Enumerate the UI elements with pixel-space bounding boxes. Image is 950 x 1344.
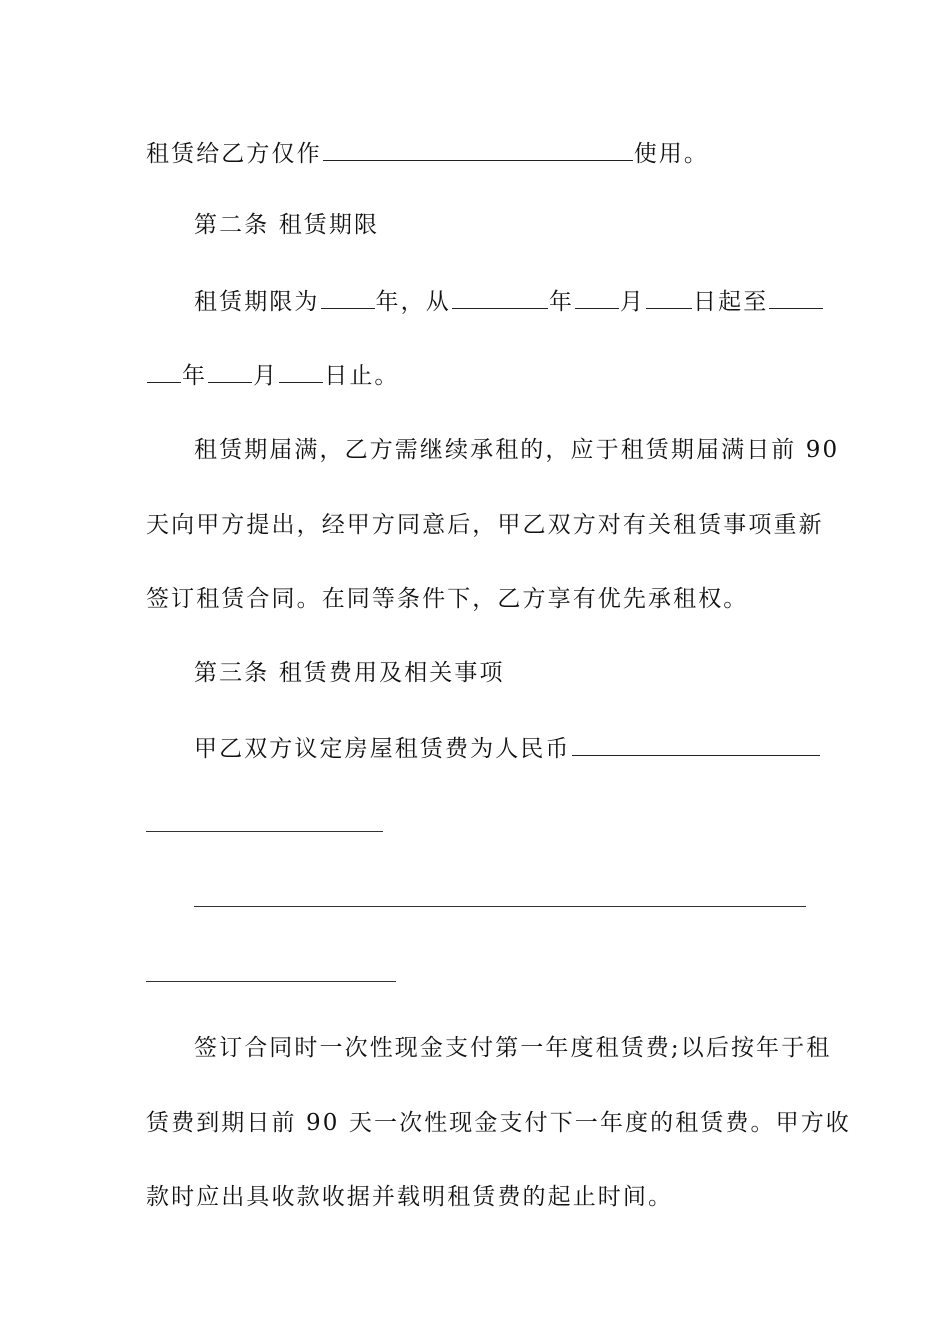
- rent-amount-line: [194, 733, 806, 764]
- extra-blank-line-2[interactable]: [146, 981, 396, 982]
- start-day-label: 日起至: [693, 289, 769, 315]
- paragraph-usage-line: [146, 138, 806, 169]
- renewal-paragraph-line-3: 签订租赁合同。在同等条件下，乙方享有优先承租权。: [146, 586, 749, 612]
- lease-term-label: 租赁期限为: [194, 289, 320, 315]
- end-day-label: 日止。: [324, 363, 400, 389]
- usage-blank-field[interactable]: [323, 138, 633, 161]
- end-year-blank-part2[interactable]: [147, 360, 181, 383]
- end-year-blank-part1[interactable]: [769, 286, 823, 309]
- start-month-blank[interactable]: [575, 286, 619, 309]
- lease-end-line: [146, 360, 806, 391]
- start-month-label: 月: [619, 289, 646, 315]
- start-year-label: 年: [548, 289, 574, 315]
- lease-years-blank[interactable]: [321, 286, 375, 309]
- usage-text-start: 租赁给乙方仅作: [146, 141, 322, 167]
- usage-text-end: 使用。: [633, 141, 710, 167]
- payment-paragraph-line-3: 款时应出具收款收据并载明租赁费的起止时间。: [146, 1184, 674, 1210]
- end-day-blank[interactable]: [279, 360, 323, 383]
- end-month-label: 月: [253, 363, 279, 389]
- end-year-label: 年: [182, 363, 208, 389]
- lease-from-label: 年，从: [375, 289, 451, 315]
- renewal-paragraph-line-1: 租赁期届满，乙方需继续承租的，应于租赁期届满日前 90: [194, 437, 840, 463]
- payment-paragraph-line-2: 赁费到期日前 90 天一次性现金支付下一年度的租赁费。甲方收: [146, 1110, 851, 1136]
- renewal-paragraph-line-2: 天向甲方提出，经甲方同意后，甲乙双方对有关租赁事项重新: [146, 512, 824, 538]
- lease-term-line: [194, 286, 806, 317]
- rent-amount-blank[interactable]: [572, 733, 820, 756]
- payment-paragraph-line-1: 签订合同时一次性现金支付第一年度租赁费;以后按年于租: [194, 1035, 832, 1061]
- end-month-blank[interactable]: [208, 360, 252, 383]
- section-3-heading: 第三条 租赁费用及相关事项: [194, 660, 505, 686]
- extra-blank-line-1[interactable]: [194, 906, 806, 907]
- start-year-blank[interactable]: [452, 286, 548, 309]
- start-day-blank[interactable]: [646, 286, 692, 309]
- rent-amount-label: 甲乙双方议定房屋租赁费为人民币: [194, 736, 571, 762]
- section-2-heading: 第二条 租赁期限: [194, 212, 380, 238]
- rent-amount-blank-continued[interactable]: [146, 831, 383, 832]
